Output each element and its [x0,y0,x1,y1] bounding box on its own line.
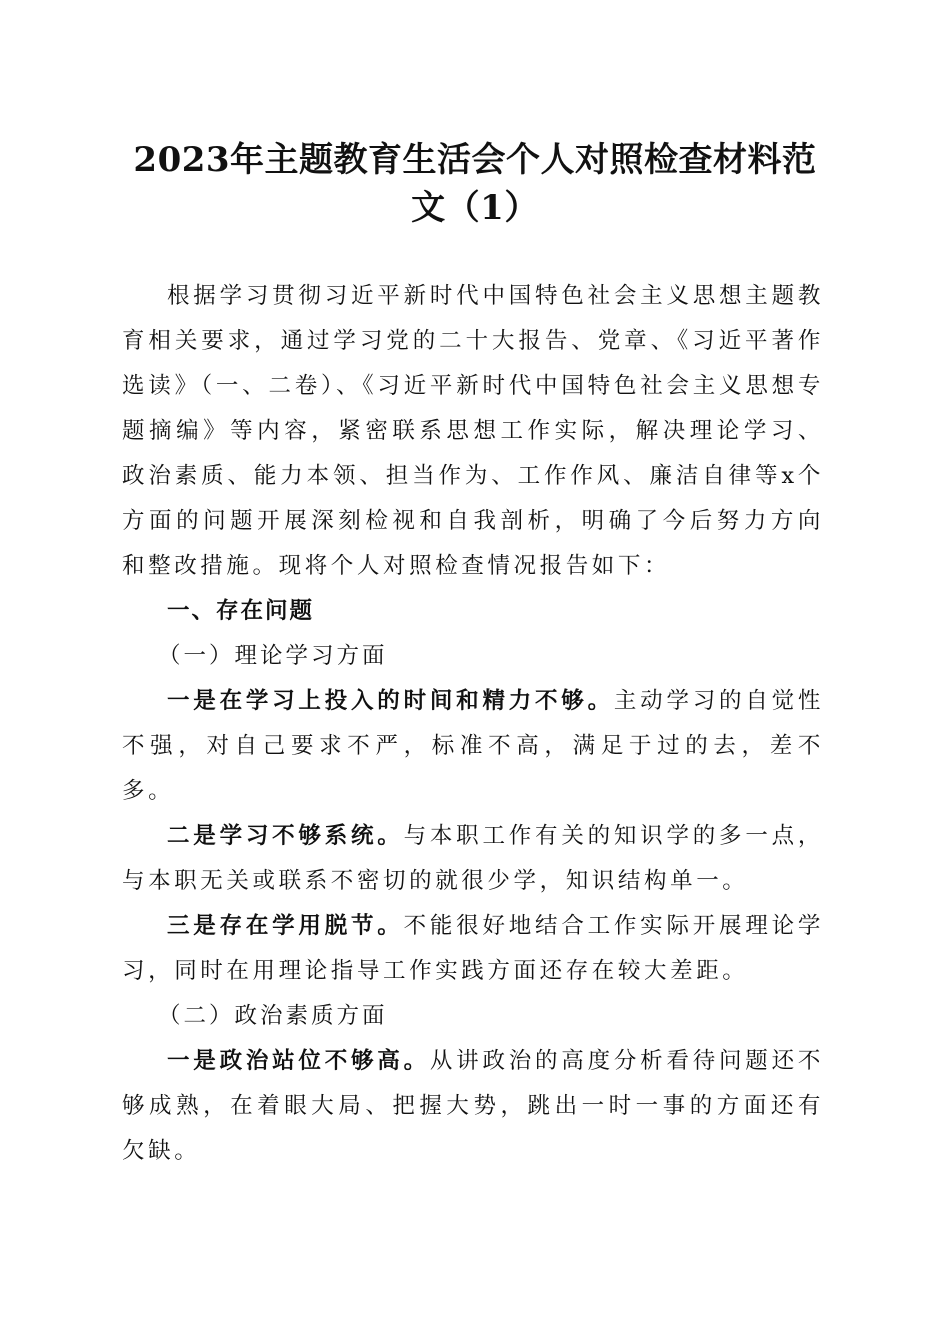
intro-paragraph: 根据学习贯彻习近平新时代中国特色社会主义思想主题教育相关要求，通过学习党的二十大报告、党章、《习近平著作选读》（一、二卷）、《习近平新时代中国特色社会主义思想专题摘编》等内容，紧密联系思想工作实际，解决理论学习、政治素质、能力本领、担当作为、工作作风、廉洁自律等x个方面的问题开展深刻检视和自我剖析，明确了今后努力方向和整改措施。现将个人对照检查情况报告如下： [122,283,824,579]
document-title [120,136,830,232]
item-lead: 三是存在学用脱节。 [167,913,404,939]
item-text: 不能很好地结合工作实际开展理论学习，同时在用理论指导工作实践方面还存在较大差距。 [122,913,824,984]
subsection-heading-political: （二）政治素质方面 [158,1003,388,1029]
item-lead: 二是学习不够系统。 [167,823,404,849]
item-lead: 一是在学习上投入的时间和精力不够。 [167,688,614,714]
item-text: 从讲政治的高度分析看待问题还不够成熟，在着眼大局、把握大势，跳出一时一事的方面还有欠缺。 [122,1048,824,1164]
list-item [122,679,824,814]
title-line-2: 文（1） [411,188,539,228]
title-line-1: 2023年主题教育生活会个人对照检查材料范 [133,140,817,180]
section-heading-problems: 一、存在问题 [167,598,315,624]
item-text: 与本职工作有关的知识学的多一点，与本职无关或联系不密切的就很少学，知识结构单一。 [122,823,824,894]
subsection-heading-theory: （一）理论学习方面 [158,643,388,669]
list-item [122,1039,824,1174]
item-text: 主动学习的自觉性不强，对自己要求不严，标准不高，满足于过的去，差不多。 [122,688,824,804]
list-item [122,814,824,904]
document-body [122,274,824,1174]
list-item [122,904,824,994]
item-lead: 一是政治站位不够高。 [167,1048,430,1074]
